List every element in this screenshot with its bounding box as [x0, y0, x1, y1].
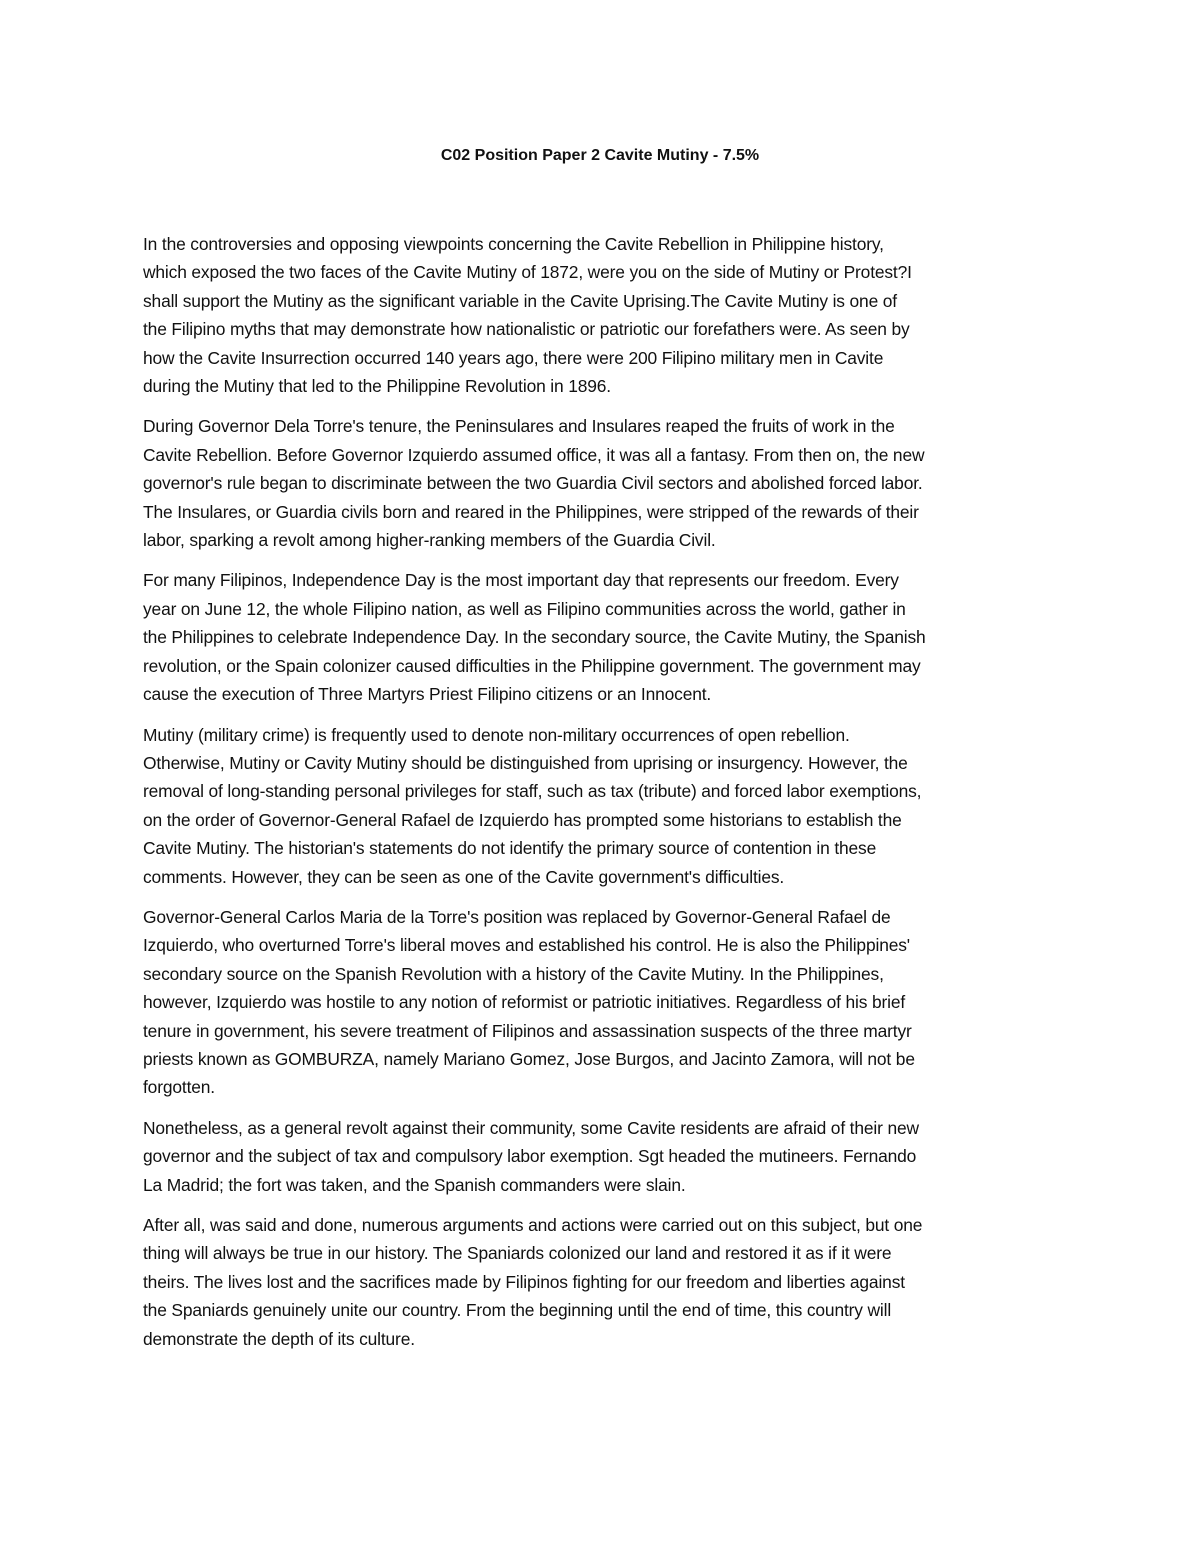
paragraph-line: During Governor Dela Torre's tenure, the Peninsulares and Insulares reaped the fruits of work in the [143, 416, 895, 437]
document-body [143, 230, 1063, 1365]
paragraph-line: which exposed the two faces of the Cavite Mutiny of 1872, were you on the side of Mutiny or Protest?I [143, 262, 912, 283]
paragraph-line: governor and the subject of tax and compulsory labor exemption. Sgt headed the mutineers. Fernando [143, 1146, 917, 1167]
paragraph-line: Cavite Rebellion. Before Governor Izquierdo assumed office, it was all a fantasy. From then on, the new [143, 444, 925, 465]
paragraph-line: revolution, or the Spain colonizer caused difficulties in the Philippine government. The government may [143, 655, 921, 676]
paragraph-line: the Filipino myths that may demonstrate how nationalistic or patriotic our forefathers were. As seen by [143, 319, 910, 340]
paragraph-line: year on June 12, the whole Filipino nation, as well as Filipino communities across the world, gather in [143, 598, 906, 619]
paragraph [143, 1114, 1063, 1199]
paragraph-line: cause the execution of Three Martyrs Priest Filipino citizens or an Innocent. [143, 684, 712, 705]
paragraph-line: governor's rule began to discriminate between the two Guardia Civil sectors and abolished forced labor. [143, 473, 923, 494]
paragraph-line: Otherwise, Mutiny or Cavity Mutiny should be distinguished from uprising or insurgency. However, the [143, 752, 908, 773]
document-title: C02 Position Paper 2 Cavite Mutiny - 7.5% [440, 147, 760, 164]
paragraph [143, 566, 1063, 708]
paragraph-line: priests known as GOMBURZA, namely Mariano Gomez, Jose Burgos, and Jacinto Zamora, will not be [143, 1048, 915, 1069]
paragraph-line: labor, sparking a revolt among higher-ranking members of the Guardia Civil. [143, 530, 716, 551]
paragraph-line: tenure in government, his severe treatment of Filipinos and assassination suspects of the three martyr [143, 1020, 912, 1041]
paragraph-line: In the controversies and opposing viewpoints concerning the Cavite Rebellion in Philippine history, [143, 234, 884, 254]
paragraph [143, 412, 1063, 554]
paragraph-line: Cavite Mutiny. The historian's statements do not identify the primary source of contention in these [143, 838, 877, 859]
paragraph-line: Nonetheless, as a general revolt against their community, some Cavite residents are afraid of their new [143, 1117, 919, 1138]
paragraph [143, 230, 1063, 400]
paragraph [143, 903, 1063, 1102]
paragraph [143, 721, 1063, 891]
paragraph-line: secondary source on the Spanish Revolution with a history of the Cavite Mutiny. In the Philippines, [143, 963, 884, 984]
paragraph-line: however, Izquierdo was hostile to any notion of reformist or patriotic initiatives. Regardless of his brief [143, 992, 906, 1013]
paragraph-line: comments. However, they can be seen as one of the Cavite government's difficulties. [143, 866, 785, 887]
paragraph-line: thing will always be true in our history. The Spaniards colonized our land and restored it as if it were [143, 1243, 892, 1264]
paragraph-line: the Philippines to celebrate Independence Day. In the secondary source, the Cavite Mutiny, the Spanish [143, 627, 926, 648]
paragraph-line: Izquierdo, who overturned Torre's liberal moves and established his control. He is also the Philippines' [143, 935, 910, 956]
paragraph-line: shall support the Mutiny as the significant variable in the Cavite Uprising.The Cavite Mutiny is one of [143, 290, 897, 311]
paragraph-line: Governor-General Carlos Maria de la Torre's position was replaced by Governor-General Rafael de [143, 906, 891, 927]
paragraph-line: The Insulares, or Guardia civils born and reared in the Philippines, were stripped of the rewards of their [143, 501, 919, 522]
paragraph-line: demonstrate the depth of its culture. [143, 1328, 415, 1349]
paragraph-line: For many Filipinos, Independence Day is the most important day that represents our freedom. Every [143, 570, 899, 591]
paragraph-line: how the Cavite Insurrection occurred 140 years ago, there were 200 Filipino military men in Cavite [143, 347, 884, 368]
paragraph-line: theirs. The lives lost and the sacrifices made by Filipinos fighting for our freedom and liberties against [143, 1271, 905, 1292]
paragraph-line: forgotten. [143, 1077, 215, 1098]
paragraph-line: during the Mutiny that led to the Philippine Revolution in 1896. [143, 376, 611, 397]
paragraph-line: Mutiny (military crime) is frequently used to denote non-military occurrences of open rebellion. [143, 724, 850, 745]
paragraph-line: After all, was said and done, numerous arguments and actions were carried out on this subject, but one [143, 1215, 923, 1235]
paragraph-line: removal of long-standing personal privileges for staff, such as tax (tribute) and forced labor exemptions, [143, 781, 922, 802]
paragraph-line: on the order of Governor-General Rafael de Izquierdo has prompted some historians to establish the [143, 809, 902, 830]
paragraph [143, 1211, 1063, 1353]
paragraph-line: the Spaniards genuinely unite our country. From the beginning until the end of time, this country will [143, 1300, 892, 1321]
paragraph-line: La Madrid; the fort was taken, and the Spanish commanders were slain. [143, 1174, 686, 1195]
